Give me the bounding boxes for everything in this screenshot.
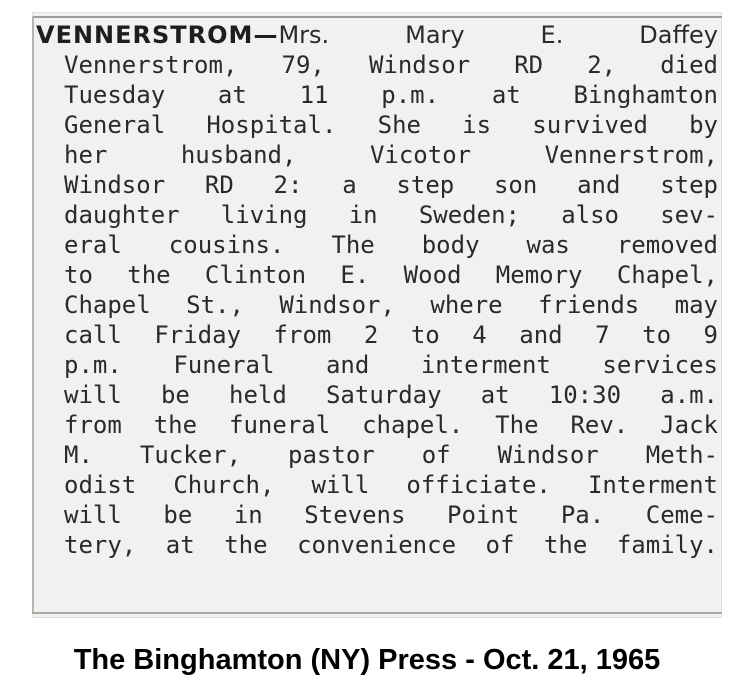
obituary-line-4: General Hospital. She is survived by bbox=[64, 111, 718, 139]
obituary-line-9: to the Clinton E. Wood Memory Chapel, bbox=[64, 261, 718, 289]
clipping-top-rule bbox=[32, 16, 722, 18]
obituary-line-1 bbox=[36, 20, 718, 50]
obituary-line-16: odist Church, will officiate. Interment bbox=[64, 471, 718, 499]
obituary-line-3: Tuesday at 11 p.m. at Binghamton bbox=[64, 81, 718, 109]
obituary-lead-text: Mrs. Mary E. Daffey bbox=[278, 21, 718, 49]
obituary-line-18: tery, at the convenience of the family. bbox=[64, 531, 718, 559]
obituary-line-13: will be held Saturday at 10:30 a.m. bbox=[64, 381, 718, 409]
obituary-line-2: Vennerstrom, 79, Windsor RD 2, died bbox=[64, 51, 718, 79]
obituary-surname: VENNERSTROM— bbox=[36, 21, 279, 49]
obituary-line-17: will be in Stevens Point Pa. Ceme- bbox=[64, 501, 718, 529]
obituary-line-15: M. Tucker, pastor of Windsor Meth- bbox=[64, 441, 718, 469]
obituary-line-12: p.m. Funeral and interment services bbox=[64, 351, 718, 379]
newspaper-clipping bbox=[32, 12, 722, 618]
clipping-bottom-rule bbox=[32, 612, 722, 614]
obituary-line-5: her husband, Vicotor Vennerstrom, bbox=[64, 141, 718, 169]
obituary-line-10: Chapel St., Windsor, where friends may bbox=[64, 291, 718, 319]
clipping-left-rule bbox=[32, 16, 34, 614]
obituary-line-14: from the funeral chapel. The Rev. Jack bbox=[64, 411, 718, 439]
obituary-line-6: Windsor RD 2: a step son and step bbox=[64, 171, 718, 199]
obituary-line-11: call Friday from 2 to 4 and 7 to 9 bbox=[64, 321, 718, 349]
obituary-line-8: eral cousins. The body was removed bbox=[64, 231, 718, 259]
source-caption: The Binghamton (NY) Press - Oct. 21, 1965 bbox=[73, 644, 661, 676]
obituary-line-7: daughter living in Sweden; also sev- bbox=[64, 201, 718, 229]
